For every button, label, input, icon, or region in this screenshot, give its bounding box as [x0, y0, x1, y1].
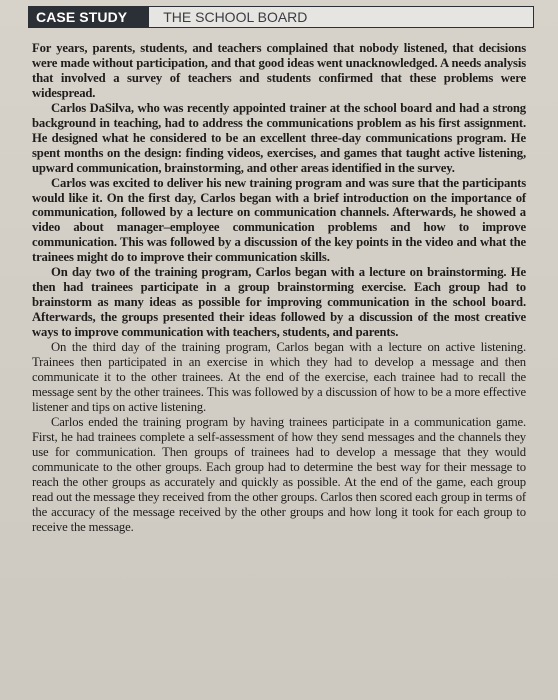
paragraph-carlos-design: Carlos DaSilva, who was recently appointed trainer at the school board and had a strong background in teaching, had to address the communications problem as his first assignment. He designed what he considered to be an excellent three-day communications program. He spent months on the design: finding videos, exercises, and games that taught active listening, upward communication, brainstorming, and other areas identified in the survey.: [32, 100, 526, 175]
paragraph-day-one: Carlos was excited to deliver his new training program and was sure that the participants would like it. On the first day, Carlos began with a brief introduction on the importance of communication, followed by a lecture on communication channels. Afterwards, he showed a video about manager–employee communication problems and how to improve communication. This was followed by a discussion of the key points in the video and what the trainees might do to improve their communication skills.: [32, 175, 526, 265]
case-study-title: THE SCHOOL BOARD: [149, 6, 534, 28]
paragraph-intro: For years, parents, students, and teachers complained that nobody listened, that decisions were made without participation, and that good ideas went unacknowledged. A needs analysis that involved a survey of teachers and students confirmed that these problems were widespread.: [32, 41, 526, 100]
case-study-body: [32, 41, 526, 534]
case-study-label: CASE STUDY: [28, 6, 149, 28]
paragraph-day-three: On the third day of the training program, Carlos began with a lecture on active listening. Trainees then participated in an exercise in which they had to develop a message and then communicate it to the other trainees. At the end of the exercise, each trainee had to recall the message sent by the other trainees. This was followed by a discussion of how to be a more effective listener and tips on active listening.: [32, 340, 526, 414]
paragraph-day-two: On day two of the training program, Carlos began with a lecture on brainstorming. He then had trainees participate in a group brainstorming exercise. Each group had to brainstorm as many ideas as possible for improving communication in the school board. Afterwards, the groups presented their ideas followed by a discussion of the most creative ways to improve communication with teachers, students, and parents.: [32, 265, 526, 340]
paragraph-communication-game: Carlos ended the training program by having trainees participate in a communication game. First, he had trainees complete a self-assessment of how they send messages and the channels they use for communication. Then groups of trainees had to develop a message that they would communicate to the other groups. Each group had to determine the best way for their message to reach the other groups as accurately and quickly as possible. At the end of the game, each group read out the message they received from the other groups. Carlos then scored each group in terms of the accuracy of the message received by the other groups and how long it took for each group to receive the message.: [32, 414, 526, 534]
case-study-header: [28, 6, 534, 28]
